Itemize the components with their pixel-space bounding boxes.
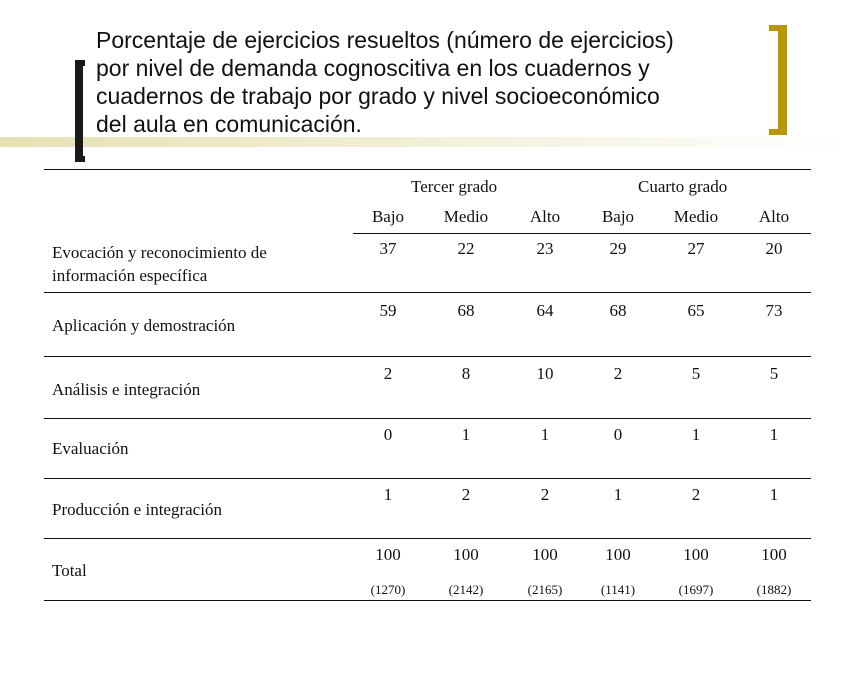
- table-cell: 1: [461, 425, 471, 444]
- row-label: Análisis e integración: [52, 380, 201, 399]
- decorative-band: [0, 137, 851, 147]
- table-cell: 2: [461, 485, 471, 504]
- right-bracket-decoration: [769, 25, 787, 135]
- total-cell: 100: [761, 545, 787, 564]
- total-label: Total: [52, 561, 87, 580]
- row-label: Evaluación: [52, 439, 129, 458]
- table-cell: 1: [769, 425, 779, 444]
- table-cell: 68: [457, 301, 475, 320]
- row-label: Aplicación y demostración: [52, 316, 236, 335]
- row-rule: [44, 538, 811, 539]
- table-cell: 2: [383, 364, 393, 383]
- table-cell: 1: [769, 485, 779, 504]
- column-header: Bajo: [371, 207, 405, 226]
- column-header: Bajo: [601, 207, 635, 226]
- column-header: Medio: [443, 207, 489, 226]
- table-cell: 2: [613, 364, 623, 383]
- header-rule: [353, 233, 811, 234]
- table-cell: 29: [609, 239, 627, 258]
- table-cell: 0: [613, 425, 623, 444]
- count-cell: (1270): [370, 582, 406, 597]
- row-rule: [44, 418, 811, 419]
- table-cell: 37: [379, 239, 397, 258]
- table-cell: 5: [769, 364, 779, 383]
- count-cell: (2165): [527, 582, 563, 597]
- table-top-rule: [44, 169, 811, 170]
- table-cell: 8: [461, 364, 471, 383]
- table-cell: 23: [536, 239, 554, 258]
- table-cell: 5: [691, 364, 701, 383]
- total-cell: 100: [453, 545, 479, 564]
- row-rule: [44, 478, 811, 479]
- total-cell: 100: [683, 545, 709, 564]
- row-rule: [44, 292, 811, 293]
- table-cell: 22: [457, 239, 475, 258]
- group-header-tercer: Tercer grado: [411, 177, 498, 196]
- table-cell: 73: [765, 301, 783, 320]
- column-header: Medio: [673, 207, 719, 226]
- table-cell: 2: [691, 485, 701, 504]
- left-bracket-decoration: [75, 60, 85, 162]
- group-header-cuarto: Cuarto grado: [638, 177, 728, 196]
- row-label: Producción e integración: [52, 500, 222, 519]
- row-rule: [44, 356, 811, 357]
- row-label: [52, 241, 267, 287]
- slide-title: [96, 26, 756, 138]
- table-cell: 1: [691, 425, 701, 444]
- table-cell: 59: [379, 301, 397, 320]
- count-cell: (1882): [756, 582, 792, 597]
- row-label-line: Evocación y reconocimiento de: [52, 243, 267, 262]
- column-header: Alto: [529, 207, 561, 226]
- table-cell: 1: [613, 485, 623, 504]
- table-cell: 1: [540, 425, 550, 444]
- row-label-line: información específica: [52, 266, 208, 285]
- table-cell: 2: [540, 485, 550, 504]
- table-cell: 64: [536, 301, 554, 320]
- table-cell: 27: [687, 239, 705, 258]
- count-cell: (1697): [678, 582, 714, 597]
- total-cell: 100: [532, 545, 558, 564]
- count-cell: (2142): [448, 582, 484, 597]
- title-line: Porcentaje de ejercicios resueltos (número de ejercicios): [96, 27, 674, 53]
- table-cell: 0: [383, 425, 393, 444]
- table-cell: 10: [536, 364, 554, 383]
- count-cell: (1141): [600, 582, 636, 597]
- table-cell: 1: [383, 485, 393, 504]
- title-line: cuadernos de trabajo por grado y nivel socioeconómico: [96, 83, 660, 109]
- table-cell: 20: [765, 239, 783, 258]
- column-header: Alto: [758, 207, 790, 226]
- table-cell: 65: [687, 301, 705, 320]
- total-cell: 100: [605, 545, 631, 564]
- table-cell: 68: [609, 301, 627, 320]
- title-line: por nivel de demanda cognoscitiva en los cuadernos y: [96, 55, 650, 81]
- total-cell: 100: [375, 545, 401, 564]
- title-line: del aula en comunicación.: [96, 111, 362, 137]
